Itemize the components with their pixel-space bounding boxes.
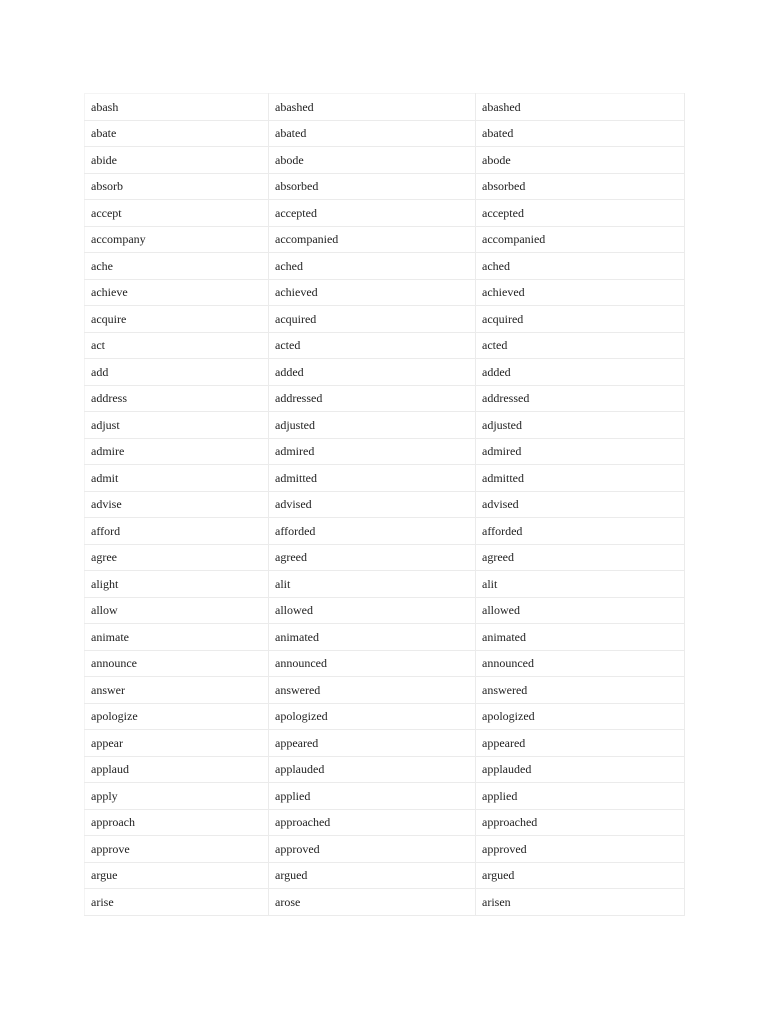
past-simple-cell: approached <box>269 809 476 836</box>
table-row <box>85 253 685 280</box>
past-participle-cell: applauded <box>476 756 685 783</box>
past-participle-cell: answered <box>476 677 685 704</box>
past-simple-cell: accompanied <box>269 226 476 253</box>
table-row <box>85 306 685 333</box>
table-row <box>85 756 685 783</box>
past-simple-cell: admired <box>269 438 476 465</box>
base-form-cell: afford <box>85 518 269 545</box>
base-form-cell: announce <box>85 650 269 677</box>
base-form-cell: appear <box>85 730 269 757</box>
base-form-cell: acquire <box>85 306 269 333</box>
past-participle-cell: alit <box>476 571 685 598</box>
past-participle-cell: accompanied <box>476 226 685 253</box>
past-simple-cell: abode <box>269 147 476 174</box>
past-participle-cell: announced <box>476 650 685 677</box>
table-row <box>85 518 685 545</box>
past-participle-cell: achieved <box>476 279 685 306</box>
past-participle-cell: accepted <box>476 200 685 227</box>
base-form-cell: alight <box>85 571 269 598</box>
past-simple-cell: adjusted <box>269 412 476 439</box>
base-form-cell: agree <box>85 544 269 571</box>
past-participle-cell: arisen <box>476 889 685 916</box>
past-participle-cell: abode <box>476 147 685 174</box>
past-participle-cell: added <box>476 359 685 386</box>
past-simple-cell: applied <box>269 783 476 810</box>
base-form-cell: approve <box>85 836 269 863</box>
past-participle-cell: absorbed <box>476 173 685 200</box>
table-row <box>85 571 685 598</box>
base-form-cell: applaud <box>85 756 269 783</box>
table-row <box>85 491 685 518</box>
past-simple-cell: abashed <box>269 94 476 121</box>
table-row <box>85 94 685 121</box>
base-form-cell: allow <box>85 597 269 624</box>
past-participle-cell: argued <box>476 862 685 889</box>
table-row <box>85 862 685 889</box>
past-participle-cell: approved <box>476 836 685 863</box>
base-form-cell: accompany <box>85 226 269 253</box>
table-row <box>85 836 685 863</box>
past-simple-cell: argued <box>269 862 476 889</box>
table-row <box>85 544 685 571</box>
past-simple-cell: addressed <box>269 385 476 412</box>
table-row <box>85 412 685 439</box>
past-simple-cell: afforded <box>269 518 476 545</box>
base-form-cell: absorb <box>85 173 269 200</box>
past-simple-cell: ached <box>269 253 476 280</box>
base-form-cell: advise <box>85 491 269 518</box>
past-simple-cell: abated <box>269 120 476 147</box>
past-participle-cell: afforded <box>476 518 685 545</box>
base-form-cell: argue <box>85 862 269 889</box>
past-participle-cell: animated <box>476 624 685 651</box>
past-participle-cell: advised <box>476 491 685 518</box>
table-row <box>85 359 685 386</box>
base-form-cell: admire <box>85 438 269 465</box>
past-simple-cell: announced <box>269 650 476 677</box>
base-form-cell: animate <box>85 624 269 651</box>
base-form-cell: address <box>85 385 269 412</box>
past-participle-cell: addressed <box>476 385 685 412</box>
table-row <box>85 783 685 810</box>
past-simple-cell: answered <box>269 677 476 704</box>
table-row <box>85 650 685 677</box>
table-row <box>85 147 685 174</box>
past-simple-cell: accepted <box>269 200 476 227</box>
past-participle-cell: acted <box>476 332 685 359</box>
past-simple-cell: agreed <box>269 544 476 571</box>
table-row <box>85 279 685 306</box>
base-form-cell: abate <box>85 120 269 147</box>
table-row <box>85 385 685 412</box>
past-simple-cell: advised <box>269 491 476 518</box>
base-form-cell: answer <box>85 677 269 704</box>
table-row <box>85 200 685 227</box>
past-participle-cell: agreed <box>476 544 685 571</box>
base-form-cell: abide <box>85 147 269 174</box>
base-form-cell: ache <box>85 253 269 280</box>
verb-table-body <box>85 94 685 916</box>
past-simple-cell: allowed <box>269 597 476 624</box>
past-simple-cell: acted <box>269 332 476 359</box>
verb-forms-table <box>84 93 685 916</box>
table-row <box>85 226 685 253</box>
base-form-cell: act <box>85 332 269 359</box>
table-row <box>85 889 685 916</box>
base-form-cell: achieve <box>85 279 269 306</box>
past-simple-cell: animated <box>269 624 476 651</box>
base-form-cell: add <box>85 359 269 386</box>
table-row <box>85 597 685 624</box>
past-participle-cell: applied <box>476 783 685 810</box>
table-row <box>85 703 685 730</box>
past-participle-cell: approached <box>476 809 685 836</box>
past-participle-cell: allowed <box>476 597 685 624</box>
table-row <box>85 624 685 651</box>
past-simple-cell: apologized <box>269 703 476 730</box>
table-row <box>85 730 685 757</box>
table-row <box>85 332 685 359</box>
past-simple-cell: approved <box>269 836 476 863</box>
past-participle-cell: abated <box>476 120 685 147</box>
past-simple-cell: appeared <box>269 730 476 757</box>
base-form-cell: arise <box>85 889 269 916</box>
base-form-cell: adjust <box>85 412 269 439</box>
past-simple-cell: added <box>269 359 476 386</box>
table-row <box>85 173 685 200</box>
past-participle-cell: admitted <box>476 465 685 492</box>
past-participle-cell: abashed <box>476 94 685 121</box>
base-form-cell: apologize <box>85 703 269 730</box>
base-form-cell: abash <box>85 94 269 121</box>
past-simple-cell: applauded <box>269 756 476 783</box>
table-row <box>85 438 685 465</box>
table-row <box>85 677 685 704</box>
table-row <box>85 809 685 836</box>
table-row <box>85 120 685 147</box>
past-simple-cell: arose <box>269 889 476 916</box>
base-form-cell: accept <box>85 200 269 227</box>
past-participle-cell: adjusted <box>476 412 685 439</box>
past-participle-cell: appeared <box>476 730 685 757</box>
base-form-cell: admit <box>85 465 269 492</box>
past-participle-cell: ached <box>476 253 685 280</box>
table-row <box>85 465 685 492</box>
base-form-cell: approach <box>85 809 269 836</box>
past-participle-cell: acquired <box>476 306 685 333</box>
base-form-cell: apply <box>85 783 269 810</box>
past-simple-cell: alit <box>269 571 476 598</box>
past-simple-cell: absorbed <box>269 173 476 200</box>
past-participle-cell: apologized <box>476 703 685 730</box>
past-simple-cell: acquired <box>269 306 476 333</box>
past-simple-cell: admitted <box>269 465 476 492</box>
past-simple-cell: achieved <box>269 279 476 306</box>
past-participle-cell: admired <box>476 438 685 465</box>
